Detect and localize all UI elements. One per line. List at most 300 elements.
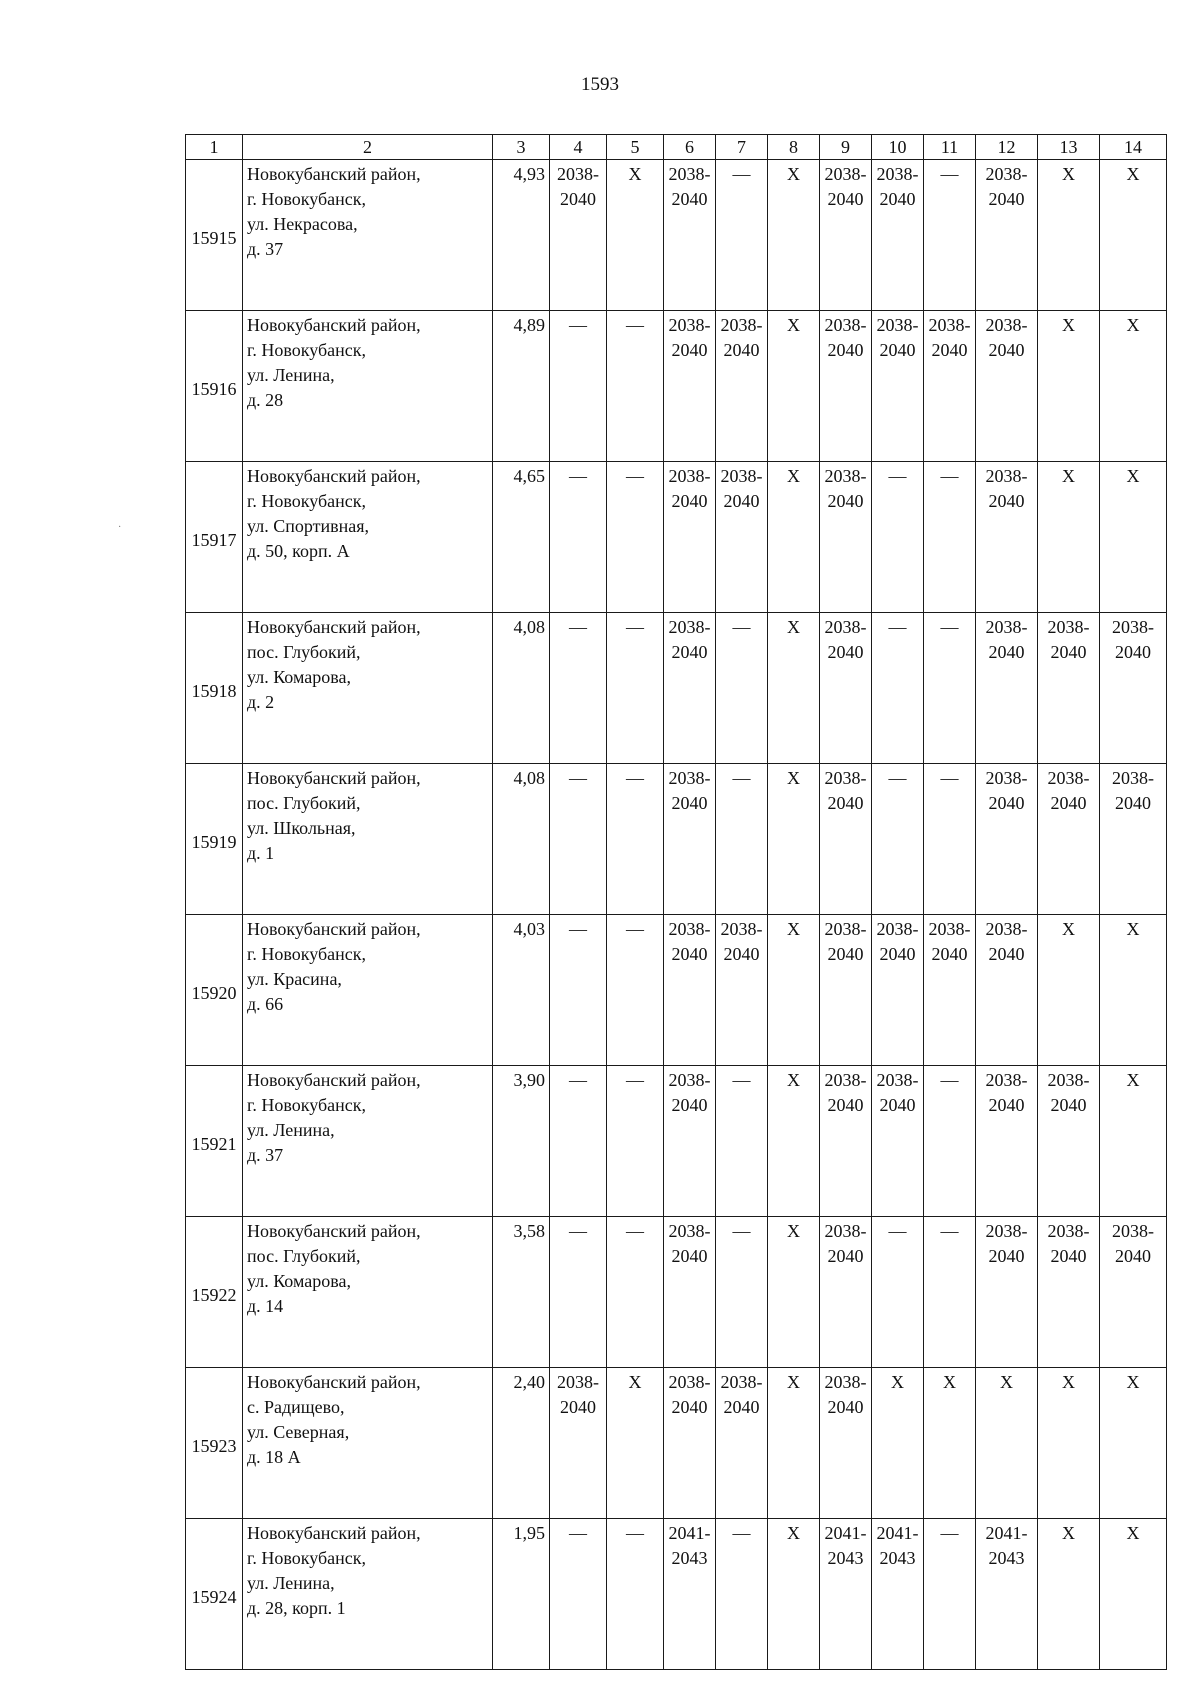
x-mark: X <box>787 1523 800 1543</box>
period-cell <box>924 1217 976 1368</box>
period-cell <box>607 764 664 915</box>
period-cell <box>820 160 872 311</box>
period-cell <box>872 160 924 311</box>
x-mark: X <box>628 164 642 184</box>
year-text: 2043 <box>879 1548 916 1568</box>
year-text: 2043 <box>827 1548 864 1568</box>
period-cell <box>607 311 664 462</box>
period-cell <box>1100 1217 1167 1368</box>
table-row <box>186 915 1167 1066</box>
period-cell <box>1100 311 1167 462</box>
x-mark: X <box>1126 919 1140 939</box>
period-cell <box>872 462 924 613</box>
dash-mark: — <box>732 1070 751 1090</box>
address-line: г. Новокубанск, <box>247 491 366 511</box>
period-cell <box>1100 613 1167 764</box>
column-number-5: 5 <box>607 135 664 160</box>
column-number-13: 13 <box>1038 135 1100 160</box>
year-text: 2038- <box>557 1372 599 1392</box>
period-cell <box>664 764 716 915</box>
period-cell <box>607 462 664 613</box>
period-cell <box>768 311 820 462</box>
period-cell <box>820 462 872 613</box>
year-text: 2038- <box>1112 617 1154 637</box>
period-cell <box>716 915 768 1066</box>
address-line: с. Радищево, <box>247 1397 345 1417</box>
period-cell <box>872 1368 924 1519</box>
year-text: 2040 <box>879 1095 916 1115</box>
year-text: 2038- <box>668 1221 711 1241</box>
year-text: 2038- <box>824 164 867 184</box>
x-mark: X <box>787 315 800 335</box>
year-text: 2041- <box>824 1523 867 1543</box>
address-line: Новокубанский район, <box>247 1070 421 1090</box>
value-cell: 1,95 <box>493 1519 550 1670</box>
period-cell <box>872 1066 924 1217</box>
year-text: 2038- <box>668 919 711 939</box>
address-line: ул. Некрасова, <box>247 214 358 234</box>
period-cell <box>1100 1066 1167 1217</box>
x-mark: X <box>787 617 800 637</box>
address-line: Новокубанский район, <box>247 1523 421 1543</box>
period-cell <box>607 1368 664 1519</box>
period-cell <box>872 764 924 915</box>
row-number: 15919 <box>186 764 243 915</box>
address-line: ул. Школьная, <box>247 818 356 838</box>
table-body <box>186 135 1167 1670</box>
year-text: 2038- <box>668 768 711 788</box>
year-text: 2040 <box>1115 642 1151 662</box>
period-cell <box>664 160 716 311</box>
dash-mark: — <box>569 919 587 939</box>
address-cell <box>243 311 493 462</box>
period-cell <box>607 915 664 1066</box>
year-text: 2040 <box>671 491 708 511</box>
period-cell <box>924 311 976 462</box>
address-cell <box>243 1519 493 1670</box>
year-text: 2040 <box>1050 1246 1087 1266</box>
dash-mark: — <box>888 1221 907 1241</box>
period-cell <box>924 160 976 311</box>
year-text: 2041- <box>876 1523 919 1543</box>
dash-mark: — <box>940 1221 959 1241</box>
year-text: 2038- <box>1047 1070 1090 1090</box>
year-text: 2040 <box>988 793 1025 813</box>
year-text: 2040 <box>827 793 864 813</box>
x-mark: X <box>943 1372 956 1392</box>
table-row <box>186 160 1167 311</box>
year-text: 2038- <box>1112 768 1154 788</box>
row-number: 15920 <box>186 915 243 1066</box>
year-text: 2038- <box>720 919 763 939</box>
x-mark: X <box>1062 466 1075 486</box>
period-cell <box>664 613 716 764</box>
period-cell <box>976 1368 1038 1519</box>
column-number-1: 1 <box>186 135 243 160</box>
period-cell <box>820 1368 872 1519</box>
period-cell <box>768 915 820 1066</box>
year-text: 2038- <box>824 1221 867 1241</box>
year-text: 2040 <box>988 642 1025 662</box>
year-text: 2038- <box>824 768 867 788</box>
year-text: 2038- <box>1112 1221 1154 1241</box>
year-text: 2038- <box>824 617 867 637</box>
year-text: 2040 <box>671 944 708 964</box>
dash-mark: — <box>732 768 751 788</box>
table-row <box>186 613 1167 764</box>
period-cell <box>550 764 607 915</box>
year-text: 2040 <box>827 1246 864 1266</box>
address-line: д. 18 А <box>247 1447 301 1467</box>
year-text: 2038- <box>720 466 763 486</box>
year-text: 2038- <box>985 1070 1028 1090</box>
column-number-12: 12 <box>976 135 1038 160</box>
dash-mark: — <box>940 617 959 637</box>
period-cell <box>550 1519 607 1670</box>
address-line: г. Новокубанск, <box>247 1095 366 1115</box>
column-number-row <box>186 135 1167 160</box>
year-text: 2038- <box>928 919 971 939</box>
dash-mark: — <box>940 164 959 184</box>
year-text: 2038- <box>668 617 711 637</box>
year-text: 2040 <box>931 944 968 964</box>
period-cell <box>716 613 768 764</box>
dash-mark: — <box>569 315 587 335</box>
year-text: 2040 <box>671 793 708 813</box>
value-cell: 3,90 <box>493 1066 550 1217</box>
year-text: 2040 <box>988 944 1025 964</box>
period-cell <box>1038 1368 1100 1519</box>
period-cell <box>1038 1519 1100 1670</box>
x-mark: X <box>1062 1372 1075 1392</box>
period-cell <box>664 1066 716 1217</box>
period-cell <box>550 160 607 311</box>
period-cell <box>1100 462 1167 613</box>
x-mark: X <box>1126 1070 1140 1090</box>
address-line: г. Новокубанск, <box>247 340 366 360</box>
address-cell <box>243 1217 493 1368</box>
period-cell <box>1038 160 1100 311</box>
period-cell <box>976 1217 1038 1368</box>
year-text: 2038- <box>824 919 867 939</box>
period-cell <box>716 1066 768 1217</box>
year-text: 2040 <box>879 189 916 209</box>
year-text: 2038- <box>1047 768 1090 788</box>
year-text: 2038- <box>985 1221 1028 1241</box>
x-mark: X <box>787 768 800 788</box>
period-cell <box>924 1368 976 1519</box>
address-line: Новокубанский район, <box>247 1221 421 1241</box>
dash-mark: — <box>626 1221 644 1241</box>
year-text: 2040 <box>879 340 916 360</box>
year-text: 2040 <box>988 340 1025 360</box>
period-cell <box>872 311 924 462</box>
period-cell <box>820 311 872 462</box>
period-cell <box>924 1519 976 1670</box>
year-text: 2040 <box>827 642 864 662</box>
year-text: 2041- <box>668 1523 711 1543</box>
year-text: 2043 <box>988 1548 1025 1568</box>
row-number: 15924 <box>186 1519 243 1670</box>
year-text: 2038- <box>985 768 1028 788</box>
year-text: 2040 <box>931 340 968 360</box>
address-cell <box>243 1066 493 1217</box>
period-cell <box>872 1519 924 1670</box>
column-number-10: 10 <box>872 135 924 160</box>
period-cell <box>664 311 716 462</box>
scan-speck: · <box>118 522 122 533</box>
address-line: д. 37 <box>247 1145 284 1165</box>
dash-mark: — <box>626 617 644 637</box>
dash-mark: — <box>569 1523 587 1543</box>
period-cell <box>924 915 976 1066</box>
row-number: 15923 <box>186 1368 243 1519</box>
period-cell <box>1038 1066 1100 1217</box>
year-text: 2038- <box>824 1372 867 1392</box>
period-cell <box>976 1519 1038 1670</box>
year-text: 2038- <box>985 315 1028 335</box>
year-text: 2040 <box>827 1095 864 1115</box>
year-text: 2040 <box>1050 1095 1087 1115</box>
x-mark: X <box>787 1221 800 1241</box>
year-text: 2040 <box>1050 793 1087 813</box>
period-cell <box>768 1066 820 1217</box>
address-line: г. Новокубанск, <box>247 944 366 964</box>
year-text: 2038- <box>876 164 919 184</box>
dash-mark: — <box>888 768 907 788</box>
table-row <box>186 1519 1167 1670</box>
year-text: 2040 <box>1115 793 1151 813</box>
address-cell <box>243 764 493 915</box>
period-cell <box>1100 764 1167 915</box>
period-cell <box>820 915 872 1066</box>
address-cell <box>243 613 493 764</box>
period-cell <box>768 1368 820 1519</box>
period-cell <box>1038 462 1100 613</box>
address-line: Новокубанский район, <box>247 466 421 486</box>
period-cell <box>664 1217 716 1368</box>
dash-mark: — <box>569 1221 587 1241</box>
dash-mark: — <box>940 768 959 788</box>
address-line: ул. Комарова, <box>247 667 351 687</box>
address-line: д. 50, корп. А <box>247 541 350 561</box>
address-line: ул. Комарова, <box>247 1271 351 1291</box>
page-number: 1593 <box>581 74 619 95</box>
period-cell <box>550 311 607 462</box>
row-number: 15917 <box>186 462 243 613</box>
period-cell <box>976 764 1038 915</box>
value-cell: 4,03 <box>493 915 550 1066</box>
address-line: пос. Глубокий, <box>247 642 361 662</box>
year-text: 2038- <box>928 315 971 335</box>
year-text: 2038- <box>668 315 711 335</box>
address-line: г. Новокубанск, <box>247 1548 366 1568</box>
period-cell <box>976 160 1038 311</box>
period-cell <box>768 613 820 764</box>
x-mark: X <box>1062 164 1075 184</box>
dash-mark: — <box>888 617 907 637</box>
year-text: 2038- <box>876 1070 919 1090</box>
row-number: 15915 <box>186 160 243 311</box>
address-line: ул. Северная, <box>247 1422 350 1442</box>
dash-mark: — <box>626 919 644 939</box>
period-cell <box>550 462 607 613</box>
period-cell <box>872 613 924 764</box>
period-cell <box>664 1519 716 1670</box>
year-text: 2038- <box>876 919 919 939</box>
period-cell <box>607 1066 664 1217</box>
x-mark: X <box>1126 1523 1140 1543</box>
period-cell <box>607 160 664 311</box>
year-text: 2038- <box>668 164 711 184</box>
address-line: ул. Ленина, <box>247 1573 335 1593</box>
address-line: пос. Глубокий, <box>247 793 361 813</box>
year-text: 2040 <box>827 944 864 964</box>
year-text: 2038- <box>824 315 867 335</box>
column-number-6: 6 <box>664 135 716 160</box>
address-line: пос. Глубокий, <box>247 1246 361 1266</box>
period-cell <box>924 1066 976 1217</box>
x-mark: X <box>787 1070 800 1090</box>
period-cell <box>607 1519 664 1670</box>
year-text: 2038- <box>876 315 919 335</box>
address-line: д. 28 <box>247 390 284 410</box>
year-text: 2040 <box>723 491 760 511</box>
period-cell <box>976 613 1038 764</box>
period-cell <box>664 1368 716 1519</box>
dash-mark: — <box>732 164 751 184</box>
period-cell <box>976 915 1038 1066</box>
dash-mark: — <box>940 1070 959 1090</box>
year-text: 2040 <box>988 189 1025 209</box>
period-cell <box>1038 311 1100 462</box>
data-table <box>185 134 1167 1670</box>
address-line: Новокубанский район, <box>247 315 421 335</box>
address-line: г. Новокубанск, <box>247 189 366 209</box>
period-cell <box>872 1217 924 1368</box>
year-text: 2040 <box>671 1397 708 1417</box>
column-number-7: 7 <box>716 135 768 160</box>
period-cell <box>664 462 716 613</box>
x-mark: X <box>1126 315 1140 335</box>
period-cell <box>1100 1368 1167 1519</box>
column-number-8: 8 <box>768 135 820 160</box>
year-text: 2040 <box>988 1246 1025 1266</box>
table-row <box>186 764 1167 915</box>
column-number-3: 3 <box>493 135 550 160</box>
column-number-4: 4 <box>550 135 607 160</box>
period-cell <box>768 462 820 613</box>
year-text: 2038- <box>668 1070 711 1090</box>
address-line: Новокубанский район, <box>247 617 421 637</box>
column-number-11: 11 <box>924 135 976 160</box>
dash-mark: — <box>626 768 644 788</box>
year-text: 2043 <box>671 1548 708 1568</box>
period-cell <box>768 160 820 311</box>
dash-mark: — <box>732 1221 751 1241</box>
period-cell <box>820 1519 872 1670</box>
x-mark: X <box>787 919 800 939</box>
dash-mark: — <box>626 1070 644 1090</box>
year-text: 2040 <box>723 944 760 964</box>
address-line: Новокубанский район, <box>247 768 421 788</box>
year-text: 2040 <box>827 189 864 209</box>
period-cell <box>1038 613 1100 764</box>
year-text: 2038- <box>1047 617 1090 637</box>
dash-mark: — <box>732 1523 751 1543</box>
value-cell: 2,40 <box>493 1368 550 1519</box>
period-cell <box>1038 1217 1100 1368</box>
row-number: 15916 <box>186 311 243 462</box>
period-cell <box>1038 915 1100 1066</box>
dash-mark: — <box>888 466 907 486</box>
year-text: 2038- <box>824 466 867 486</box>
row-number: 15918 <box>186 613 243 764</box>
x-mark: X <box>787 164 800 184</box>
x-mark: X <box>1062 919 1075 939</box>
dash-mark: — <box>626 1523 644 1543</box>
row-number: 15922 <box>186 1217 243 1368</box>
x-mark: X <box>1000 1372 1013 1392</box>
year-text: 2038- <box>985 466 1028 486</box>
period-cell <box>716 311 768 462</box>
address-line: д. 37 <box>247 239 284 259</box>
year-text: 2038- <box>985 617 1028 637</box>
period-cell <box>1100 1519 1167 1670</box>
value-cell: 4,08 <box>493 764 550 915</box>
address-cell <box>243 1368 493 1519</box>
dash-mark: — <box>569 466 587 486</box>
year-text: 2038- <box>557 164 599 184</box>
period-cell <box>550 1217 607 1368</box>
period-cell <box>924 462 976 613</box>
period-cell <box>607 613 664 764</box>
period-cell <box>1100 915 1167 1066</box>
period-cell <box>820 1217 872 1368</box>
year-text: 2040 <box>827 1397 864 1417</box>
x-mark: X <box>787 466 800 486</box>
year-text: 2038- <box>985 919 1028 939</box>
period-cell <box>716 160 768 311</box>
period-cell <box>664 915 716 1066</box>
value-cell: 3,58 <box>493 1217 550 1368</box>
dash-mark: — <box>569 617 587 637</box>
table-row <box>186 462 1167 613</box>
period-cell <box>872 915 924 1066</box>
table-row <box>186 311 1167 462</box>
address-line: д. 2 <box>247 692 275 712</box>
period-cell <box>550 613 607 764</box>
x-mark: X <box>1062 315 1075 335</box>
address-line: д. 28, корп. 1 <box>247 1598 346 1618</box>
year-text: 2040 <box>1115 1246 1151 1266</box>
period-cell <box>716 1217 768 1368</box>
year-text: 2040 <box>723 340 760 360</box>
address-line: ул. Ленина, <box>247 365 335 385</box>
table-row <box>186 1066 1167 1217</box>
address-line: Новокубанский район, <box>247 1372 421 1392</box>
address-line: д. 14 <box>247 1296 284 1316</box>
period-cell <box>820 764 872 915</box>
year-text: 2040 <box>671 1246 708 1266</box>
year-text: 2040 <box>671 340 708 360</box>
year-text: 2040 <box>879 944 916 964</box>
dash-mark: — <box>569 768 587 788</box>
period-cell <box>716 462 768 613</box>
dash-mark: — <box>940 1523 959 1543</box>
period-cell <box>976 462 1038 613</box>
value-cell: 4,65 <box>493 462 550 613</box>
